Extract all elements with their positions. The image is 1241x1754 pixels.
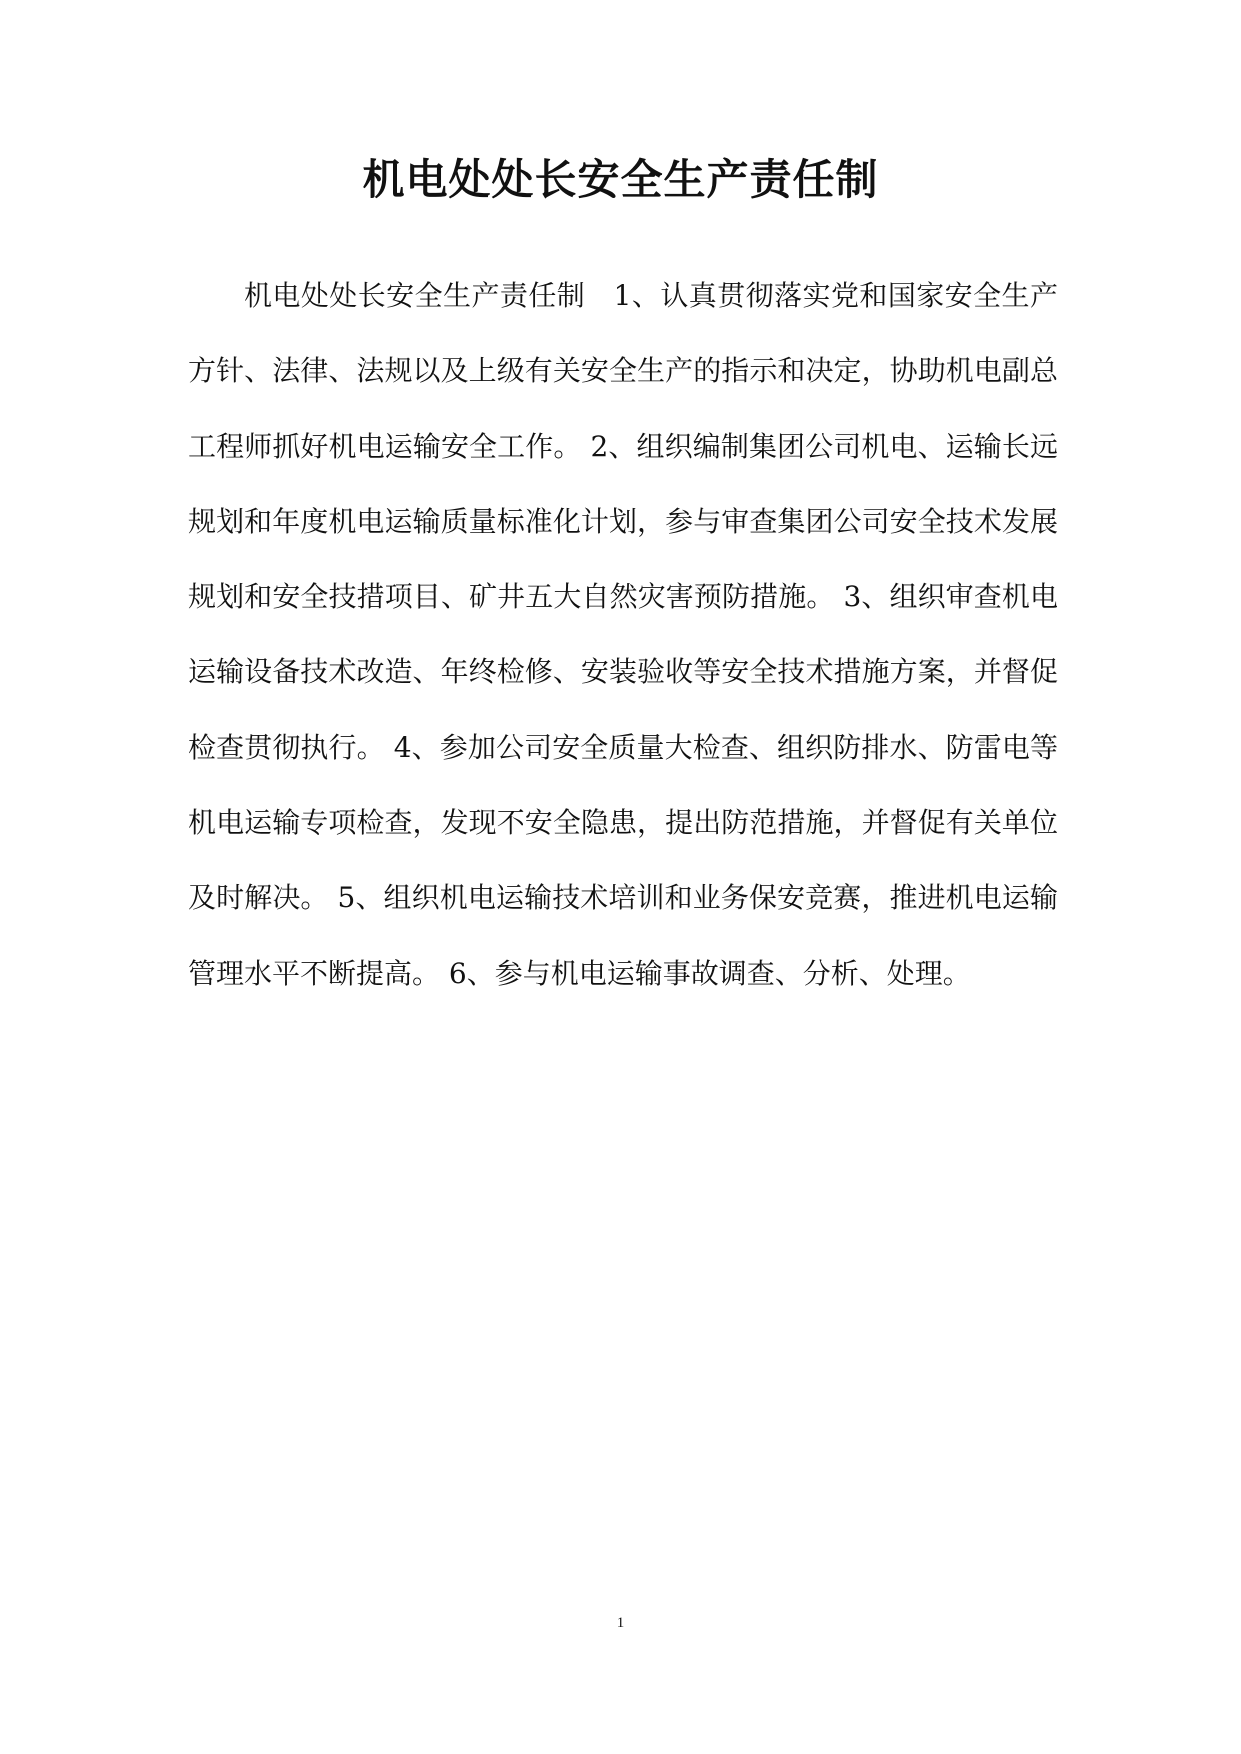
body-paragraph: 机电处处长安全生产责任制 1、认真贯彻落实党和国家安全生产方针、法律、法规以及上级有关安全生产的指示和决定，协助机电副总工程师抓好机电运输安全工作。 2、组织编制集团公司机电、运输长远规划和年度机电运输质量标准化计划，参与审查集团公司安全技术发展规划和安全技措项目、矿井五大自然灾害预防措施。 3、组织审查机电运输设备技术改造、年终检修、安装验收等安全技术措施方案，并督促检查贯彻执行。 4、参加公司安全质量大检查、组织防排水、防雷电等机电运输专项检查，发现不安全隐患，提出防范措施，并督促有关单位及时解决。 5、组织机电运输技术培训和业务保安竞赛，推进机电运输管理水平不断提高。 6、参与机电运输事故调查、分析、处理。 (188, 279, 1058, 990)
document-title: 机电处处长安全生产责任制 (362, 155, 879, 204)
page-number: 1 (616, 1615, 625, 1631)
